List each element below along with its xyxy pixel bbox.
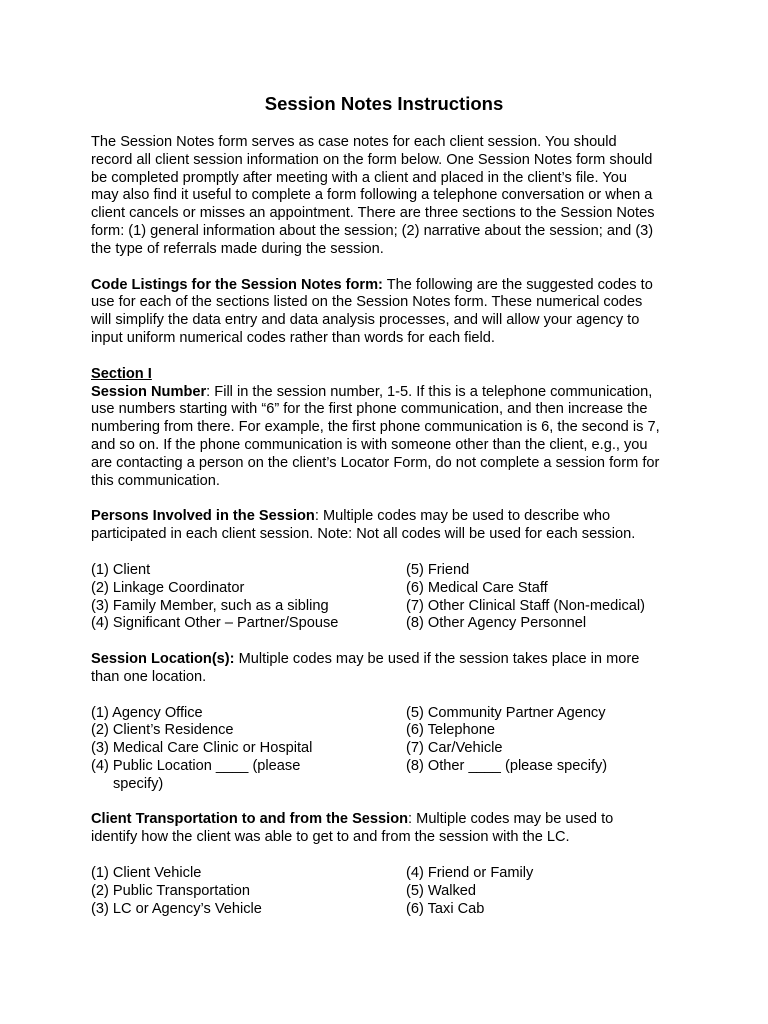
client-transportation-paragraph	[91, 811, 711, 847]
code-item: (7) Other Clinical Staff (Non-medical)	[406, 597, 645, 614]
code-item: (2) Public Transportation	[91, 882, 250, 899]
document-body	[91, 134, 711, 918]
codes-column-right	[406, 562, 706, 633]
code-item: (4) Significant Other – Partner/Spouse	[91, 615, 339, 632]
code-item: (6) Telephone	[406, 722, 495, 739]
code-item: (7) Car/Vehicle	[406, 740, 503, 757]
session-number-first-line	[91, 384, 711, 402]
code-item: (3) Family Member, such as a sibling	[91, 597, 329, 614]
code-listings-line: will simplify the data entry and data analysis processes, and will allow your agency to	[91, 312, 640, 329]
session-location-codes	[91, 705, 711, 794]
code-item: (6) Taxi Cab	[406, 900, 485, 917]
intro-line: form: (1) general information about the session; (2) narrative about the session; and (3)	[91, 223, 654, 240]
code-listings-first-line	[91, 277, 711, 295]
session-location-paragraph	[91, 651, 711, 687]
client-transportation-codes	[91, 865, 711, 918]
codes-column-left	[91, 865, 406, 918]
codes-column-right	[406, 865, 706, 918]
intro-paragraph	[91, 134, 711, 259]
code-listings-text: The following are the suggested codes to	[386, 276, 653, 293]
code-item: (3) Medical Care Clinic or Hospital	[91, 740, 313, 757]
codes-column-right	[406, 705, 706, 794]
client-transportation-line: identify how the client was able to get to and from the session with the LC.	[91, 829, 570, 846]
persons-involved-heading: Persons Involved in the Session	[91, 508, 315, 525]
intro-line: record all client session information on the form below. One Session Notes form should	[91, 151, 653, 168]
page-title: Session Notes Instructions	[264, 93, 504, 114]
session-location-line: than one location.	[91, 668, 207, 685]
client-transportation-heading: Client Transportation to and from the Session	[91, 811, 409, 828]
code-listings-line: input uniform numerical codes rather than words for each field.	[91, 330, 495, 347]
code-listings-heading: Code Listings for the Session Notes form:	[91, 276, 383, 293]
session-number-heading: Session Number	[91, 383, 207, 400]
persons-involved-first-line	[91, 508, 711, 526]
code-item: (4) Friend or Family	[406, 864, 534, 881]
session-number-line: use numbers starting with “6” for the first phone communication, and then increase the	[91, 401, 648, 418]
session-number-text: : Fill in the session number, 1-5. If this is a telephone communication,	[206, 383, 653, 400]
code-item: (2) Linkage Coordinator	[91, 579, 245, 596]
session-number-line: this communication.	[91, 472, 220, 489]
code-item: (3) LC or Agency’s Vehicle	[91, 900, 262, 917]
session-location-first-line	[91, 651, 711, 669]
section-i	[91, 366, 711, 491]
code-item: (2) Client’s Residence	[91, 722, 234, 739]
session-location-heading: Session Location(s):	[91, 651, 235, 668]
session-location-text: Multiple codes may be used if the session takes place in more	[238, 651, 640, 668]
client-transportation-text: : Multiple codes may be used to	[408, 811, 614, 828]
codes-column-left	[91, 562, 406, 633]
codes-column-left	[91, 705, 406, 794]
persons-involved-line: participated in each client session. Note: Not all codes will be used for each session.	[91, 526, 636, 543]
section-heading-line	[91, 366, 711, 384]
code-listings-paragraph	[91, 277, 711, 348]
persons-involved-text: : Multiple codes may be used to describe who	[314, 508, 611, 525]
code-item: (8) Other ____ (please specify)	[406, 757, 608, 774]
code-item: (5) Community Partner Agency	[406, 704, 606, 721]
section-heading: Section I	[91, 365, 152, 382]
code-item: (1) Agency Office	[91, 704, 203, 721]
code-item: (5) Friend	[406, 561, 470, 578]
code-listings-line: use for each of the sections listed on the Session Notes form. These numerical codes	[91, 294, 643, 311]
code-item-continuation: specify)	[113, 775, 164, 792]
intro-line: may also find it useful to complete a form following a telephone conversation or when a	[91, 187, 653, 204]
persons-involved-paragraph	[91, 508, 711, 544]
intro-line: client cancels or misses an appointment. There are three sections to the Session Notes	[91, 205, 655, 222]
persons-involved-codes	[91, 562, 711, 633]
code-item: (1) Client	[91, 561, 151, 578]
intro-line: The Session Notes form serves as case notes for each client session. You should	[91, 134, 617, 150]
session-number-line: are contacting a person on the client’s Locator Form, do not complete a session form for	[91, 454, 660, 471]
code-item: (4) Public Location ____ (please	[91, 757, 301, 774]
client-transportation-first-line	[91, 811, 711, 829]
code-item: (5) Walked	[406, 882, 477, 899]
code-item: (6) Medical Care Staff	[406, 579, 548, 596]
intro-line: be completed promptly after meeting with a client and placed in the client’s file. You	[91, 169, 627, 186]
code-item: (8) Other Agency Personnel	[406, 615, 587, 632]
intro-line: the type of referrals made during the session.	[91, 240, 384, 257]
session-number-line: and so on. If the phone communication is with someone other than the client, e.g., you	[91, 437, 648, 454]
code-item: (1) Client Vehicle	[91, 864, 202, 881]
session-number-line: numbering from there. For example, the first phone communication is 6, the second is 7,	[91, 419, 660, 436]
